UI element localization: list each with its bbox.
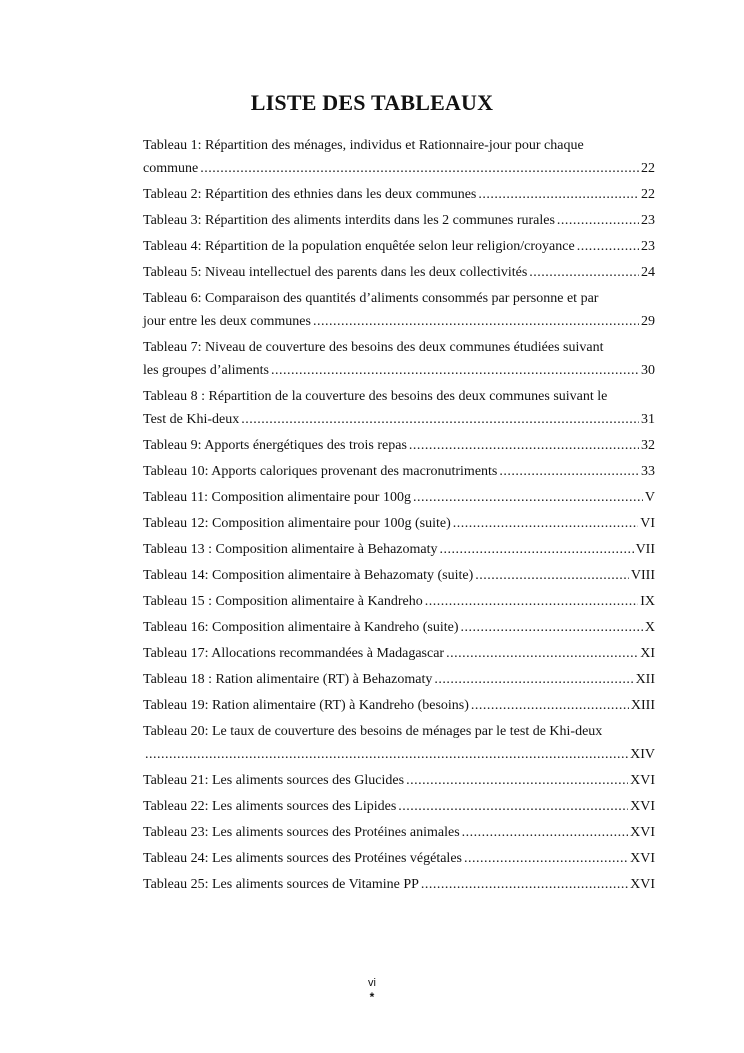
toc-entry-line <box>143 821 655 844</box>
toc-entry-line <box>143 847 655 870</box>
page-title: LISTE DES TABLEAUX <box>250 90 494 115</box>
toc-entry-text: Tableau 11: Composition alimentaire pour 100g <box>143 490 411 505</box>
dot-leader <box>409 434 639 457</box>
toc-entry-line <box>143 795 655 818</box>
toc-entry[interactable] <box>143 434 655 457</box>
toc-entry-line <box>143 261 655 284</box>
toc-entry-title: Tableau 1: Répartition des ménages, individus et Rationnaire-jour pour chaque <box>143 138 584 153</box>
toc-entry-text: Tableau 2: Répartition des ethnies dans les deux communes <box>143 187 477 202</box>
toc-entry-text: Tableau 24: Les aliments sources des Protéines végétales <box>143 851 462 866</box>
page-number: vi <box>368 977 376 989</box>
toc-page-number: V <box>644 490 655 505</box>
toc-page-number: VIII <box>630 568 655 583</box>
toc-page-number: XIII <box>630 698 655 713</box>
toc-entry-line <box>143 616 655 639</box>
toc-entry-text: Tableau 15 : Composition alimentaire à Kandreho <box>143 594 423 609</box>
dot-leader <box>440 538 634 561</box>
dot-leader <box>577 235 639 258</box>
toc-entry-text: Tableau 5: Niveau intellectuel des parents dans les deux collectivités <box>143 265 528 280</box>
toc-entry-line <box>143 668 655 691</box>
toc-page-number: XVI <box>630 773 655 788</box>
toc-page-number: 30 <box>641 363 655 378</box>
toc-entry[interactable] <box>143 134 655 180</box>
toc-page-number: XVI <box>630 825 655 840</box>
dot-leader <box>464 847 628 870</box>
toc-entry-line <box>143 183 655 206</box>
dot-leader <box>475 564 629 587</box>
toc-entry-line <box>143 769 655 792</box>
toc-entry[interactable] <box>143 235 655 258</box>
toc-page-number: 32 <box>641 438 655 453</box>
toc-entry[interactable] <box>143 795 655 818</box>
toc-entry[interactable] <box>143 720 655 766</box>
toc-entry[interactable] <box>143 873 655 896</box>
toc-entry-line <box>143 408 655 431</box>
toc-entry-text: Tableau 18 : Ration alimentaire (RT) à Behazomaty <box>143 672 433 687</box>
toc-page-number: XVI <box>630 877 655 892</box>
dot-leader <box>406 769 628 792</box>
toc-entry-title: Tableau 6: Comparaison des quantités d’aliments consommés par personne et par <box>143 291 599 306</box>
toc-entry-line <box>143 359 655 382</box>
toc-entry-title: Tableau 20: Le taux de couverture des besoins de ménages par le test de Khi-deux <box>143 724 603 739</box>
toc-entry-line <box>143 512 655 535</box>
toc-entry-text: jour entre les deux communes <box>143 314 311 329</box>
dot-leader <box>398 795 628 818</box>
dot-leader <box>241 408 639 431</box>
toc-page-number: 23 <box>641 213 655 228</box>
toc-entry[interactable] <box>143 821 655 844</box>
toc-entry[interactable] <box>143 847 655 870</box>
toc-entry-text: Tableau 19: Ration alimentaire (RT) à Kandreho (besoins) <box>143 698 469 713</box>
dot-leader <box>499 460 639 483</box>
toc-entry-line <box>143 538 655 561</box>
dot-leader <box>453 512 638 535</box>
toc-page-number: XVI <box>630 799 655 814</box>
toc-entry[interactable] <box>143 564 655 587</box>
dot-leader <box>471 694 629 717</box>
dot-leader <box>145 743 628 766</box>
toc-entry-text: Tableau 4: Répartition de la population enquêtée selon leur religion/croyance <box>143 239 575 254</box>
dot-leader <box>478 183 639 206</box>
toc-page-number: XIV <box>630 747 655 762</box>
toc-page-number: 22 <box>641 161 655 176</box>
toc-page-number: X <box>644 620 655 635</box>
toc-entry-text: Tableau 12: Composition alimentaire pour 100g (suite) <box>143 516 451 531</box>
toc-entry-text: Tableau 16: Composition alimentaire à Kandreho (suite) <box>143 620 459 635</box>
toc-entry[interactable] <box>143 183 655 206</box>
toc-entry-line <box>143 486 655 509</box>
toc-entry-line <box>143 590 655 613</box>
dot-leader <box>313 310 639 333</box>
toc-entry-title: Tableau 7: Niveau de couverture des besoins des deux communes étudiées suivant <box>143 340 604 355</box>
dot-leader <box>462 821 628 844</box>
toc-entry-line <box>143 209 655 232</box>
toc-entry-text: Tableau 13 : Composition alimentaire à Behazomaty <box>143 542 438 557</box>
toc-entry-text: Tableau 3: Répartition des aliments interdits dans les 2 communes rurales <box>143 213 555 228</box>
toc-entry-text: les groupes d’aliments <box>143 363 269 378</box>
toc-entry[interactable] <box>143 512 655 535</box>
toc-entry[interactable] <box>143 486 655 509</box>
toc-page-number: IX <box>640 594 655 609</box>
toc-entry[interactable] <box>143 209 655 232</box>
toc-entry[interactable] <box>143 261 655 284</box>
toc-page-number: XI <box>640 646 655 661</box>
toc-entry-line <box>143 157 655 180</box>
toc-page-number: 22 <box>641 187 655 202</box>
toc-entry-text: Tableau 14: Composition alimentaire à Behazomaty (suite) <box>143 568 474 583</box>
toc-entry[interactable] <box>143 668 655 691</box>
toc-entry-text: Tableau 17: Allocations recommandées à Madagascar <box>143 646 445 661</box>
toc-entry[interactable] <box>143 642 655 665</box>
table-list <box>143 134 655 899</box>
toc-entry-line <box>143 434 655 457</box>
toc-entry-text: Tableau 9: Apports énergétiques des trois repas <box>143 438 407 453</box>
toc-page-number: XII <box>635 672 655 687</box>
toc-entry-text: Tableau 25: Les aliments sources de Vitamine PP <box>143 877 419 892</box>
toc-entry[interactable] <box>143 287 655 333</box>
toc-entry-line <box>143 564 655 587</box>
toc-entry-text: commune <box>143 161 199 176</box>
dot-leader <box>413 486 643 509</box>
toc-entry[interactable] <box>143 769 655 792</box>
toc-entry-text: Tableau 10: Apports caloriques provenant des macronutriments <box>143 464 498 479</box>
dot-leader <box>200 157 639 180</box>
toc-entry[interactable] <box>143 590 655 613</box>
toc-entry-line <box>143 235 655 258</box>
toc-entry-line <box>143 642 655 665</box>
dot-leader <box>425 590 638 613</box>
toc-page-number: XVI <box>630 851 655 866</box>
toc-page-number: 29 <box>641 314 655 329</box>
toc-entry-line <box>143 310 655 333</box>
toc-entry[interactable] <box>143 336 655 382</box>
toc-entry-line <box>143 694 655 717</box>
dot-leader <box>461 616 643 639</box>
dot-leader <box>529 261 639 284</box>
toc-entry-line <box>143 743 655 766</box>
toc-entry[interactable] <box>143 694 655 717</box>
dot-leader <box>446 642 638 665</box>
toc-entry-text: Tableau 21: Les aliments sources des Glucides <box>143 773 405 788</box>
toc-entry-text: Test de Khi-deux <box>143 412 240 427</box>
toc-page-number: VII <box>635 542 655 557</box>
toc-page-number: VI <box>640 516 655 531</box>
toc-entry-line <box>143 873 655 896</box>
toc-entry[interactable] <box>143 385 655 431</box>
toc-page-number: 23 <box>641 239 655 254</box>
toc-entry-title: Tableau 8 : Répartition de la couverture des besoins des deux communes suivant le <box>143 389 608 404</box>
dot-leader <box>434 668 633 691</box>
toc-entry-text: Tableau 23: Les aliments sources des Protéines animales <box>143 825 460 840</box>
toc-page-number: 24 <box>641 265 655 280</box>
toc-entry-line <box>143 460 655 483</box>
toc-page-number: 33 <box>641 464 655 479</box>
dot-leader <box>271 359 639 382</box>
toc-entry-text: Tableau 22: Les aliments sources des Lipides <box>143 799 397 814</box>
toc-entry[interactable] <box>143 616 655 639</box>
footer-mark: * <box>369 990 375 1004</box>
dot-leader <box>421 873 628 896</box>
toc-page-number: 31 <box>641 412 655 427</box>
toc-entry[interactable] <box>143 538 655 561</box>
dot-leader <box>557 209 639 232</box>
toc-entry[interactable] <box>143 460 655 483</box>
